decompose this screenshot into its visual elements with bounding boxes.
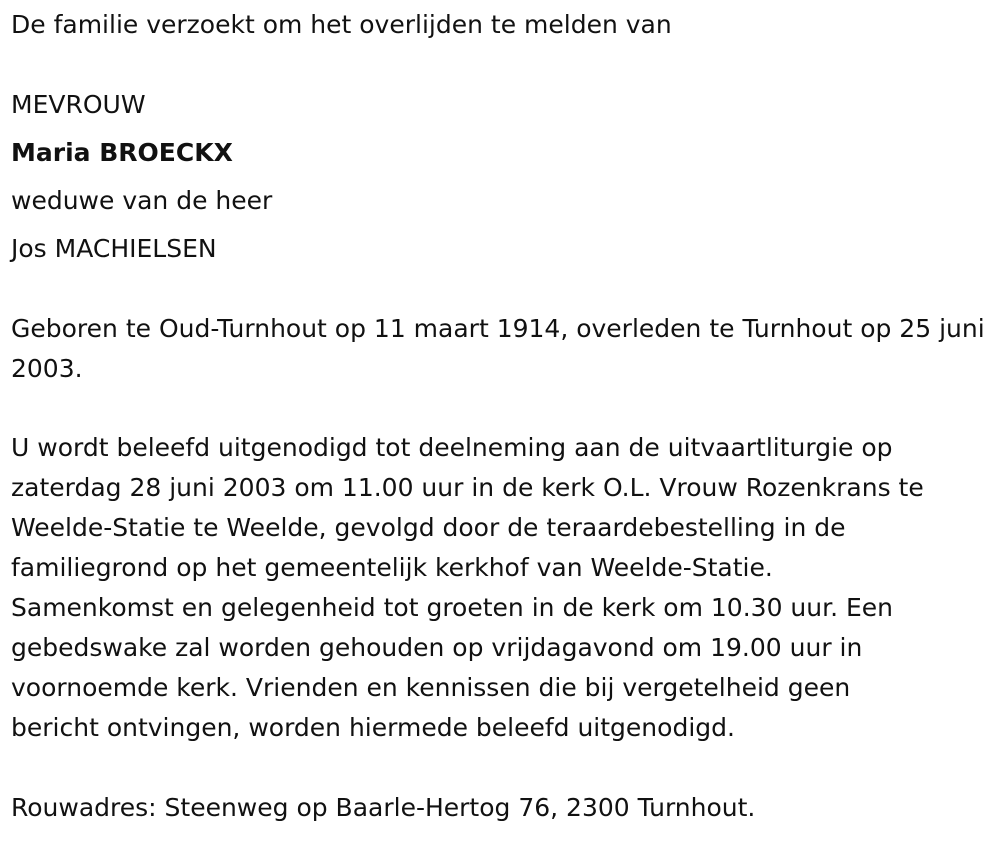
relation-text: weduwe van de heer [11, 186, 273, 215]
spouse-name: Jos MACHIELSEN [11, 234, 217, 263]
funeral-line: gebedswake zal worden gehouden op vrijdagavond om 19.00 uur in [11, 633, 863, 662]
deceased-name: Maria BROECKX [11, 138, 233, 167]
funeral-line: voornoemde kerk. Vrienden en kennissen die bij vergetelheid geen [11, 673, 851, 702]
funeral-line: Samenkomst en gelegenheid tot groeten in de kerk om 10.30 uur. Een [11, 593, 894, 622]
intro-text: De familie verzoekt om het overlijden te melden van [11, 10, 672, 39]
funeral-line: U wordt beleefd uitgenodigd tot deelneming aan de uitvaartliturgie op [11, 433, 893, 462]
birth-death-text: Geboren te Oud-Turnhout op 11 maart 1914, overleden te Turnhout op 25 juni 2003. [11, 314, 985, 383]
address-text: Rouwadres: Steenweg op Baarle-Hertog 76, 2300 Turnhout. [11, 793, 756, 822]
funeral-line: familiegrond op het gemeentelijk kerkhof van Weelde-Statie. [11, 553, 773, 582]
funeral-line: zaterdag 28 juni 2003 om 11.00 uur in de kerk O.L. Vrouw Rozenkrans te [11, 473, 924, 502]
funeral-line: Weelde-Statie te Weelde, gevolgd door de teraardebestelling in de [11, 513, 846, 542]
funeral-details [11, 428, 996, 748]
funeral-line: bericht ontvingen, worden hiermede beleefd uitgenodigd. [11, 713, 735, 742]
honorific: MEVROUW [11, 90, 146, 119]
